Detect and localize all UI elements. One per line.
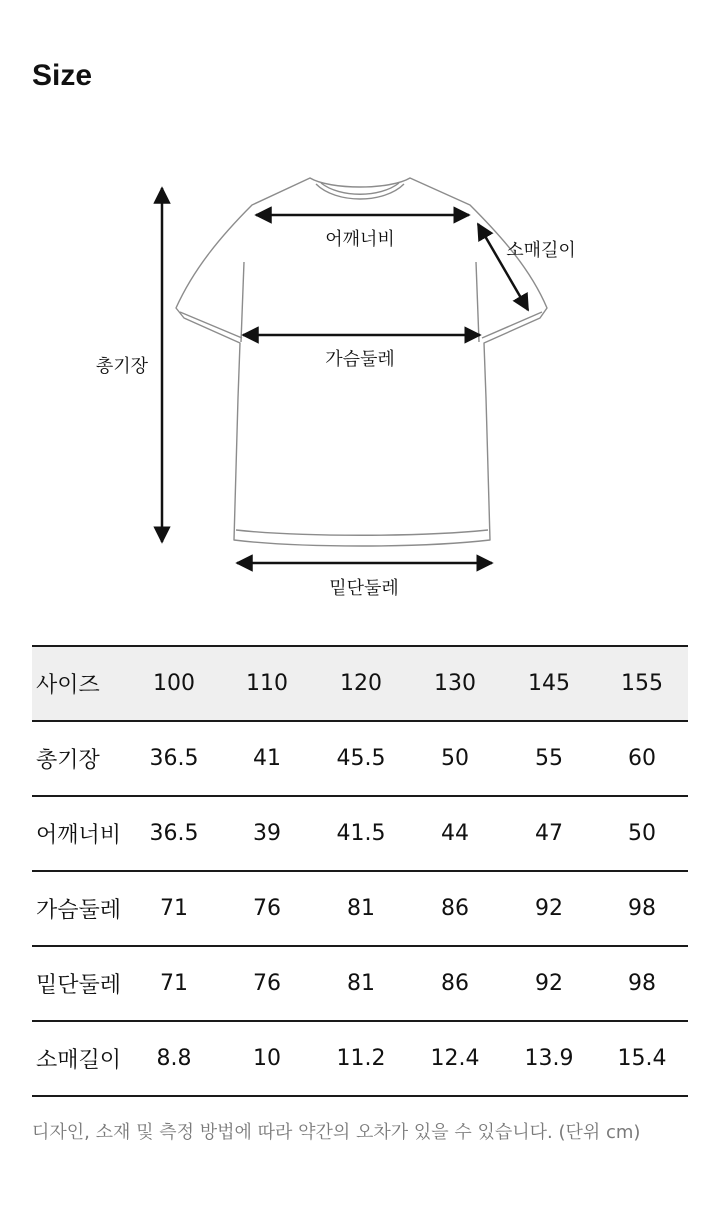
- size-table: [32, 645, 688, 1097]
- table-cell: 45.5: [314, 721, 408, 796]
- table-cell: 8.8: [128, 1021, 220, 1096]
- table-cell: 60: [596, 721, 688, 796]
- table-header-row: [32, 646, 688, 721]
- header-cell: 120: [314, 646, 408, 721]
- measurement-note: 디자인, 소재 및 측정 방법에 따라 약간의 오차가 있을 수 있습니다. (단위 cm): [32, 1122, 641, 1143]
- table-cell: 39: [220, 796, 314, 871]
- row-label: 가슴둘레: [32, 871, 128, 946]
- table-cell: 41: [220, 721, 314, 796]
- row-label: 밑단둘레: [32, 946, 128, 1021]
- table-cell: 41.5: [314, 796, 408, 871]
- table-cell: 55: [502, 721, 596, 796]
- table-cell: 15.4: [596, 1021, 688, 1096]
- table-cell: 11.2: [314, 1021, 408, 1096]
- table-cell: 50: [408, 721, 502, 796]
- table-cell: 12.4: [408, 1021, 502, 1096]
- table-cell: 13.9: [502, 1021, 596, 1096]
- table-row: [32, 946, 688, 1021]
- row-label: 소매길이: [32, 1021, 128, 1096]
- table-cell: 50: [596, 796, 688, 871]
- table-cell: 44: [408, 796, 502, 871]
- hem-label: 밑단둘레: [329, 578, 399, 599]
- table-cell: 81: [314, 946, 408, 1021]
- table-cell: 71: [128, 871, 220, 946]
- table-cell: 76: [220, 871, 314, 946]
- table-row: [32, 721, 688, 796]
- table-cell: 98: [596, 946, 688, 1021]
- row-label: 총기장: [32, 721, 128, 796]
- length-label: 총기장: [95, 356, 149, 377]
- sleeve-label: 소매길이: [506, 240, 576, 261]
- table-cell: 81: [314, 871, 408, 946]
- shoulder-label: 어깨너비: [325, 229, 395, 250]
- page-title: Size: [32, 59, 93, 92]
- table-cell: 47: [502, 796, 596, 871]
- table-cell: 92: [502, 871, 596, 946]
- chest-label: 가슴둘레: [325, 349, 395, 370]
- header-cell: 145: [502, 646, 596, 721]
- table-cell: 36.5: [128, 721, 220, 796]
- table-cell: 92: [502, 946, 596, 1021]
- header-cell: 100: [128, 646, 220, 721]
- table-cell: 98: [596, 871, 688, 946]
- table-row: [32, 871, 688, 946]
- table-row: [32, 1021, 688, 1096]
- table-cell: 86: [408, 946, 502, 1021]
- table-cell: 71: [128, 946, 220, 1021]
- table-cell: 86: [408, 871, 502, 946]
- header-cell: 110: [220, 646, 314, 721]
- table-row: [32, 796, 688, 871]
- header-cell: 155: [596, 646, 688, 721]
- header-cell: 사이즈: [32, 646, 128, 721]
- row-label: 어깨너비: [32, 796, 128, 871]
- header-cell: 130: [408, 646, 502, 721]
- table-cell: 10: [220, 1021, 314, 1096]
- table-cell: 36.5: [128, 796, 220, 871]
- table-cell: 76: [220, 946, 314, 1021]
